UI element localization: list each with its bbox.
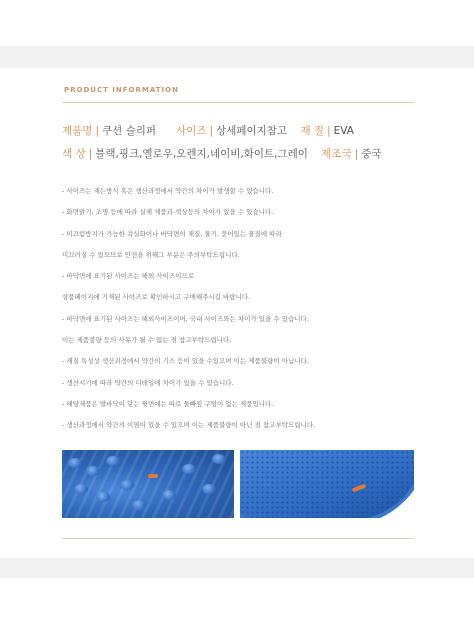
spec-value-material: EVA <box>333 125 354 137</box>
brand-logo-mark <box>148 474 158 478</box>
top-margin <box>0 0 474 46</box>
section-title: PRODUCT INFORMATION <box>64 86 179 94</box>
notice-item: 이는 제품불량 등의 사유가 될 수 없는 점 참고부탁드립니다. <box>62 336 232 345</box>
sole-bump <box>132 500 146 510</box>
spec-separator: | <box>88 148 93 160</box>
slipper-sole <box>240 450 414 518</box>
slipper-top-photo <box>62 450 234 518</box>
sole-bump <box>86 466 100 476</box>
notice-item: - 바닥면에 표기된 사이즈는 해외사이즈이며, 국내 사이즈와는 차이가 있을 수 있습니다. <box>62 314 309 323</box>
bottom-margin <box>0 578 474 640</box>
spec-row-2 <box>62 146 382 161</box>
notice-item: - 생산시기에 따라 약간의 디테일에 차이가 있을 수 있습니다. <box>62 378 234 387</box>
spec-separator: | <box>209 125 214 137</box>
spec-separator: | <box>354 148 359 160</box>
notice-item: - 해당제품은 발바닥이 닿는 윗면에는 따로 물빠짐 구멍이 없는 제품입니다. <box>62 399 274 408</box>
sole-bump <box>202 484 216 494</box>
spec-value-origin: 중국 <box>361 148 382 160</box>
spec-key-name: 제품명 <box>62 125 93 137</box>
top-grey-band <box>0 46 474 68</box>
spec-key-color: 색 상 <box>62 148 86 160</box>
sole-bump <box>74 484 88 494</box>
spec-separator: | <box>95 125 99 137</box>
notice-item: 상품페이지에 기재된 사이즈로 확인하시고 구매해주시길 바랍니다. <box>62 293 251 302</box>
spec-value-name: 쿠션 슬리퍼 <box>101 125 157 137</box>
spec-row-1 <box>62 123 354 138</box>
notice-item: - 바닥면에 표기된 사이즈는 해외 사이즈이므로 <box>62 272 194 281</box>
spec-value-size: 상세페이지참고 <box>216 125 288 137</box>
spec-key-material: 재 질 <box>300 125 325 137</box>
sole-bump <box>68 458 82 468</box>
sole-bump <box>120 480 134 490</box>
spec-value-color: 블랙,핑크,옐로우,오렌지,네이비,화이트,그레이 <box>95 148 308 160</box>
spec-separator: | <box>327 125 331 137</box>
sole-bump <box>96 492 110 502</box>
sole-bump <box>106 456 120 466</box>
bottom-divider <box>62 538 414 539</box>
spec-key-size: 사이즈 <box>176 125 207 137</box>
slipper-sole-photo <box>240 450 414 518</box>
spec-key-origin: 제조국 <box>321 148 352 160</box>
notice-item: - 재질 특성상 생산과정에서 약간의 기스 등이 있을 수있으며 이는 제품불량이 아닙니다. <box>62 357 309 366</box>
notice-item: - 화면밝기, 조명 등에 따라 실제 제품과 색상등의 차이가 있을 수 있습니다. <box>62 208 274 217</box>
notice-item: - 사이즈는 재는방식 혹은 생산과정에서 약간의 차이가 발생할 수 있습니다. <box>62 187 274 195</box>
sole-bump <box>162 490 176 500</box>
notice-item: 미끄러질 수 있으므로 안전을 위해그 부분은 주의부탁드립니다. <box>62 250 240 259</box>
notice-list <box>62 184 422 440</box>
sole-bump <box>212 454 226 464</box>
notice-item: - 미끄럼방지가 가능한 욕실화이나 바닥면의 재질, 물기, 묻어있는 물질에 따라 <box>62 229 282 238</box>
notice-item: - 생산과정에서 약간의 이염이 있을 수 있으며 이는 제품불량이 아닌 점 참고부탁드립니다. <box>62 421 316 430</box>
bottom-grey-band <box>0 558 474 578</box>
title-divider <box>62 102 414 103</box>
sole-bump <box>182 464 196 474</box>
